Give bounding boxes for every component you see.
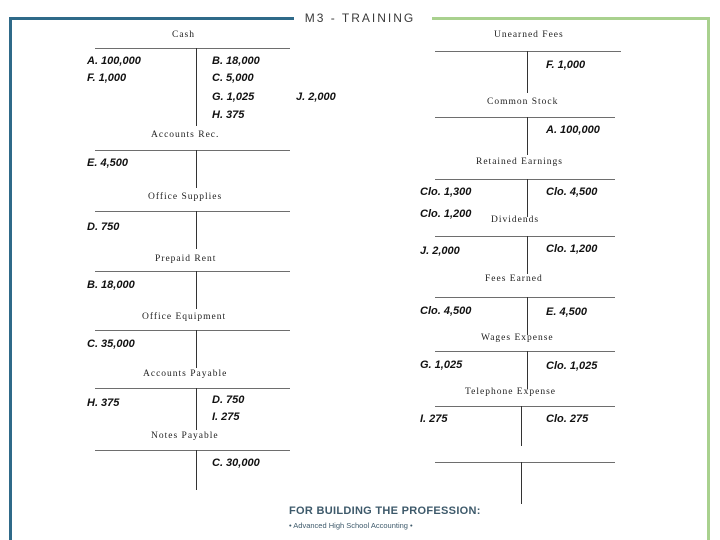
t-account-vertical-line (527, 236, 528, 274)
t-account-horizontal-line (435, 462, 615, 463)
credit-entry: G. 1,025 (212, 91, 255, 103)
t-account-vertical-line (527, 179, 528, 217)
debit-entry: C. 35,000 (87, 338, 135, 350)
debit-entry: E. 4,500 (87, 157, 128, 169)
t-account-horizontal-line (435, 179, 615, 180)
t-account-horizontal-line (95, 330, 290, 331)
credit-entry: Clo. 1,200 (546, 243, 598, 255)
credit-entry: F. 1,000 (546, 59, 586, 71)
footer-tagline: FOR BUILDING THE PROFESSION: (289, 505, 481, 517)
account-title-notes-payable: Notes Payable (151, 431, 219, 441)
t-account-vertical-line (196, 211, 197, 249)
t-account-vertical-line (196, 48, 197, 126)
credit-entry: I. 275 (212, 411, 240, 423)
credit-entry: B. 18,000 (212, 55, 260, 67)
credit-entry: Clo. 1,025 (546, 360, 598, 372)
debit-entry: G. 1,025 (420, 359, 463, 371)
footer-subtitle: • Advanced High School Accounting • (289, 521, 413, 530)
debit-entry: A. 100,000 (87, 55, 141, 67)
credit-entry: C. 30,000 (212, 457, 260, 469)
t-account-vertical-line (527, 297, 528, 335)
left-border-frame (9, 17, 12, 540)
t-account-horizontal-line (95, 271, 290, 272)
t-account-vertical-line (527, 117, 528, 155)
account-title-wages-expense: Wages Expense (481, 333, 554, 343)
debit-entry: D. 750 (87, 221, 120, 233)
t-account-horizontal-line (95, 48, 290, 49)
t-account-vertical-line (196, 450, 197, 490)
right-border-frame (707, 17, 710, 540)
account-title-common-stock: Common Stock (487, 97, 559, 107)
account-title-office-equipment: Office Equipment (142, 312, 227, 322)
account-title-retained-earnings: Retained Earnings (476, 157, 563, 167)
account-title-fees-earned: Fees Earned (485, 274, 543, 284)
credit-entry: Clo. 4,500 (546, 186, 598, 198)
account-title-accounts-payable: Accounts Payable (143, 369, 228, 379)
t-account-horizontal-line (435, 406, 615, 407)
t-account-horizontal-line (435, 351, 615, 352)
account-title-cash: Cash (172, 30, 195, 40)
page-title: M3 - TRAINING (304, 11, 416, 25)
t-account-horizontal-line (95, 388, 290, 389)
account-title-office-supplies: Office Supplies (148, 192, 223, 202)
t-account-horizontal-line (95, 211, 290, 212)
t-account-vertical-line (196, 330, 197, 368)
debit-entry: Clo. 1,200 (420, 208, 472, 220)
t-account-horizontal-line (435, 236, 615, 237)
credit-entry: A. 100,000 (546, 124, 600, 136)
t-account-vertical-line (527, 351, 528, 389)
account-title-dividends: Dividends (491, 215, 540, 225)
credit-entry: D. 750 (212, 394, 245, 406)
account-title-prepaid-rent: Prepaid Rent (155, 254, 217, 264)
credit-entry: H. 375 (212, 109, 245, 121)
account-title-accounts-rec: Accounts Rec. (151, 130, 220, 140)
account-title-unearned-fees: Unearned Fees (494, 30, 564, 40)
credit-entry: C. 5,000 (212, 72, 254, 84)
t-account-vertical-line (196, 150, 197, 188)
credit-entry: E. 4,500 (546, 306, 587, 318)
t-account-vertical-line (196, 388, 197, 430)
t-account-vertical-line (527, 51, 528, 93)
debit-entry: B. 18,000 (87, 279, 135, 291)
debit-entry: J. 2,000 (420, 245, 460, 257)
t-account-horizontal-line (435, 297, 615, 298)
debit-entry: Clo. 4,500 (420, 305, 472, 317)
debit-entry: I. 275 (420, 413, 448, 425)
t-account-horizontal-line (95, 150, 290, 151)
debit-entry: F. 1,000 (87, 72, 127, 84)
debit-entry: Clo. 1,300 (420, 186, 472, 198)
account-title-telephone-expense: Telephone Expense (465, 387, 556, 397)
t-account-horizontal-line (435, 51, 621, 52)
debit-entry: H. 375 (87, 397, 120, 409)
t-account-horizontal-line (95, 450, 290, 451)
credit-entry-extra: J. 2,000 (296, 91, 336, 103)
t-account-vertical-line (521, 462, 522, 504)
t-account-vertical-line (521, 406, 522, 446)
t-account-vertical-line (196, 271, 197, 309)
t-account-horizontal-line (435, 117, 615, 118)
credit-entry: Clo. 275 (546, 413, 589, 425)
